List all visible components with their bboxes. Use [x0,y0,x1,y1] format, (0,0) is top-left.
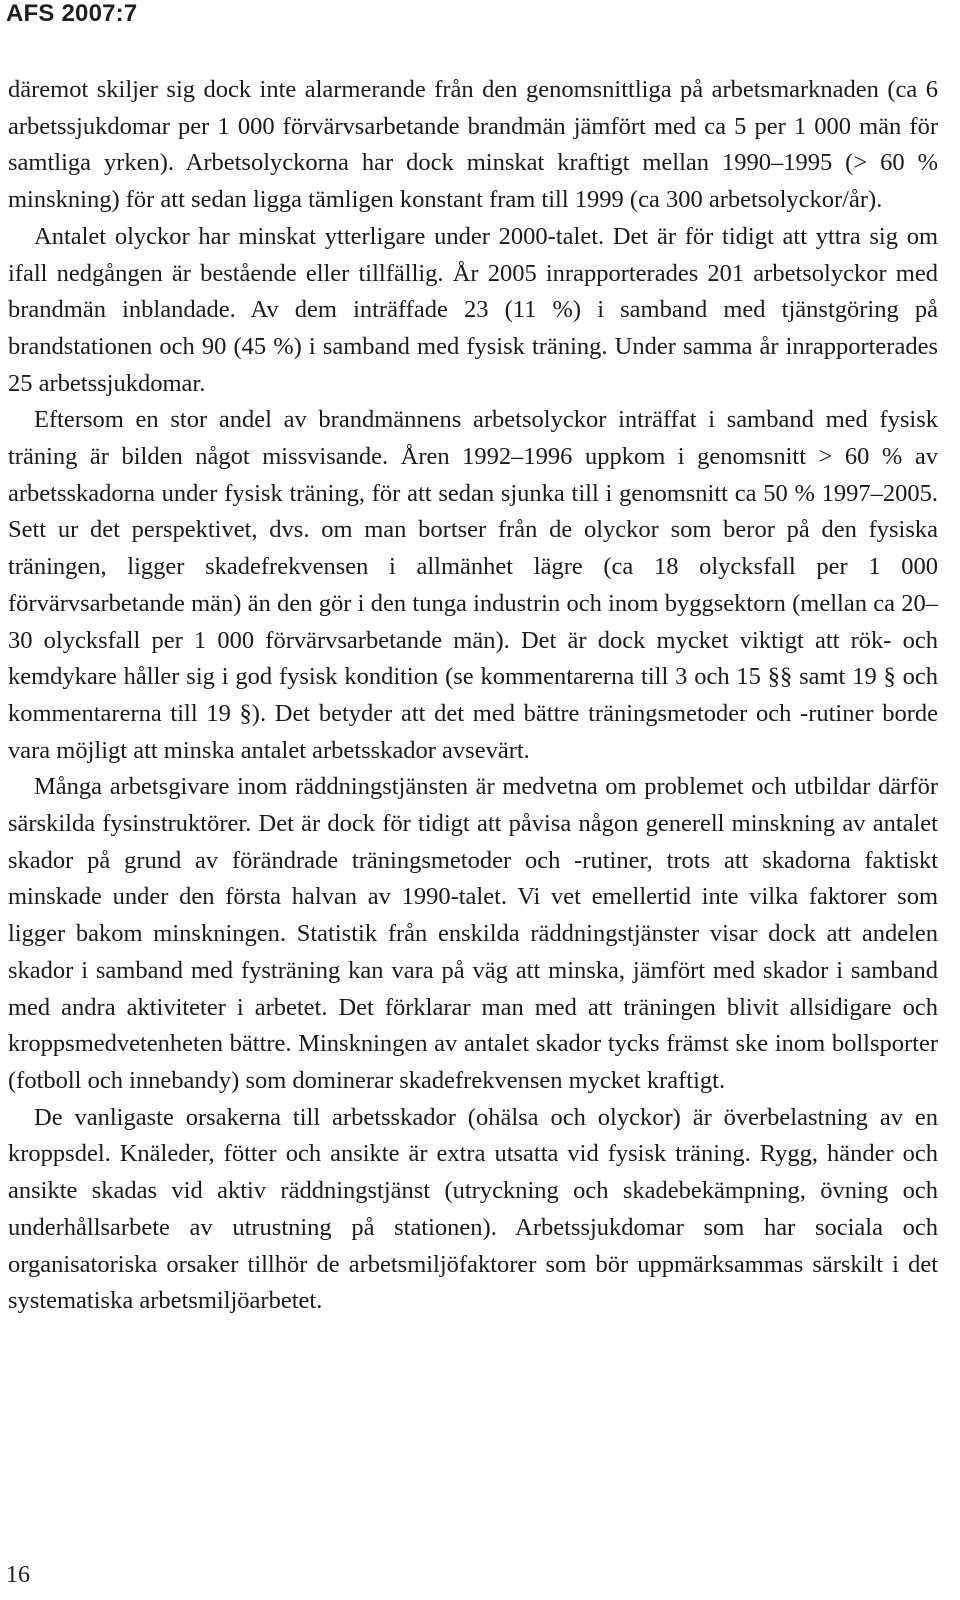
paragraph-4: Många arbetsgivare inom räddningstjänsten är medvetna om problemet och utbildar därför särskilda fysinstruktörer. Det är dock för tidigt att påvisa någon generell minskning av antalet skador på grund av förändrade träningsmetoder och -rutiner, trots att skadorna faktiskt minskade under den första halvan av 1990-talet. Vi vet emellertid inte vilka faktorer som ligger bakom minskningen. Statistik från enskilda räddningstjänster visar dock att andelen skador i samband med fysträning kan vara på väg att minska, jämfört med skador i samband med andra aktiviteter i arbetet. Det förklarar man med att träningen blivit allsidigare och kroppsmedvetenheten bättre. Minskningen av antalet skador tycks främst ske inom bollsporter (fotboll och innebandy) som dominerar skadefrekvensen mycket kraftigt. [8,773,938,1094]
page-number: 16 [6,1562,30,1588]
paragraph-3: Eftersom en stor andel av brandmännens arbetsolyckor inträffat i samband med fysisk träning är bilden något missvisande. Åren 1992–1996 uppkom i genomsnitt > 60 % av arbetsskadorna under fysisk träning, för att sedan sjunka till i genomsnitt ca 50 % 1997–2005. Sett ur det perspektivet, dvs. om man bortser från de olyckor som beror på den fysiska träningen, ligger skadefrekvensen i allmänhet lägre (ca 18 olycksfall per 1 000 förvärvsarbetande män) än den gör i den tunga industrin och inom byggsektorn (mellan ca 20–30 olycksfall per 1 000 förvärvsarbetande män). Det är dock mycket viktigt att rök- och kemdykare håller sig i god fysisk kondition (se kommentarerna till 3 och 15 §§ samt 19 § och kommentarerna till 19 §). Det betyder att det med bättre träningsmetoder och -rutiner borde vara möjligt att minska antalet arbetsskador avsevärt. [8,406,938,764]
document-header: AFS 2007:7 [6,0,138,27]
paragraph-2: Antalet olyckor har minskat ytterligare under 2000-talet. Det är för tidigt att yttra sig om ifall nedgången är bestående eller tillfällig. År 2005 inrapporterades 201 arbetsolyckor med brandmän inblandade. Av dem inträffade 23 (11 %) i samband med tjänstgöring på brandstationen och 90 (45 %) i samband med fysisk träning. Under samma år inrapporterades 25 arbetssjukdomar. [8,222,938,397]
paragraph-1: däremot skiljer sig dock inte alarmerande från den genomsnittliga på arbetsmarknaden (ca 6 arbetssjukdomar per 1 000 förvärvsarbetande brandmän jämfört med ca 5 per 1 000 män för samtliga yrken). Arbetsolyckorna har dock minskat kraftigt mellan 1990–1995 (> 60 % minskning) för att sedan ligga tämligen konstant fram till 1999 (ca 300 arbetsolyckor/år). [8,76,938,214]
document-body [8,72,938,1320]
paragraph-5: De vanligaste orsakerna till arbetsskador (ohälsa och olyckor) är överbelastning av en kroppsdel. Knäleder, fötter och ansikte är extra utsatta vid fysisk träning. Rygg, händer och ansikte skadas vid aktiv räddningstjänst (utryckning och skadebekämpning, övning och underhållsarbete av utrustning på stationen). Arbetssjukdomar som har sociala och organisatoriska orsaker tillhör de arbetsmiljöfaktorer som bör uppmärksammas särskilt i det systematiska arbetsmiljöarbetet. [8,1103,938,1315]
